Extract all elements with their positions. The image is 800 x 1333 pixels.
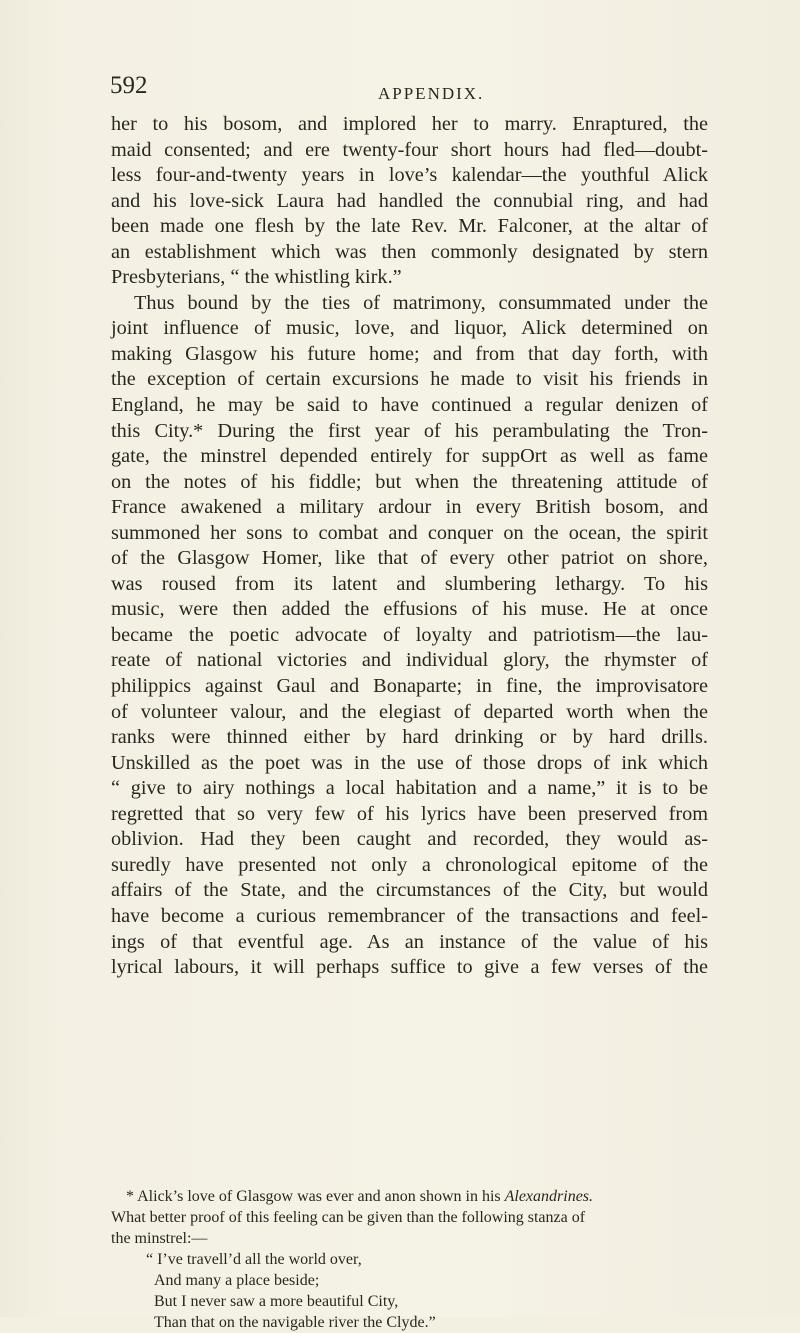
body-line: France awakened a military ardour in every British bosom, and <box>111 496 708 519</box>
body-line: gate, the minstrel depended entirely for suppOrt as well as fame <box>111 445 708 468</box>
body-line: reate of national victories and individual glory, the rhymster of <box>111 649 708 672</box>
body-line: have become a curious remembrancer of the transactions and feel- <box>111 904 708 927</box>
body-line: and his love-sick Laura had handled the connubial ring, and had <box>111 189 708 212</box>
body-line: of volunteer valour, and the elegiast of departed worth when the <box>111 700 708 723</box>
footnote-line: the minstrel:— <box>111 1230 208 1247</box>
body-line: on the notes of his fiddle; but when the threatening attitude of <box>111 470 708 493</box>
body-line: ings of that eventful age. As an instance of the value of his <box>111 930 708 953</box>
paragraph-start-line: Thus bound by the ties of matrimony, consummated under the <box>134 291 708 314</box>
body-line: philippics against Gaul and Bonaparte; in fine, the improvisatore <box>111 675 708 698</box>
body-line: summoned her sons to combat and conquer on the ocean, the spirit <box>111 521 708 544</box>
body-line: maid consented; and ere twenty-four short hours had fled—doubt- <box>111 138 708 161</box>
body-line: this City.* During the first year of his perambulating the Tron- <box>111 419 708 442</box>
body-line: of the Glasgow Homer, like that of every other patriot on shore, <box>111 547 708 570</box>
verse-line: And many a place beside; <box>154 1272 320 1289</box>
footnote-text: * Alick’s love of Glasgow was ever and anon shown in his <box>126 1188 505 1205</box>
footnote-line <box>111 1186 708 1207</box>
verse-line: But I never saw a more beautiful City, <box>154 1293 399 1310</box>
footnote-italic-title: Alexandrines. <box>504 1188 594 1205</box>
body-line: joint influence of music, love, and liquor, Alick determined on <box>111 317 708 340</box>
body-line: ranks were thinned either by hard drinking or by hard drills. <box>111 726 708 749</box>
body-line: Presbyterians, “ the whistling kirk.” <box>111 266 402 289</box>
body-line: “ give to airy nothings a local habitation and a name,” it is to be <box>111 777 708 800</box>
footnote-line: What better proof of this feeling can be given than the following stanza of <box>111 1209 586 1226</box>
verse-line: “ I’ve travell’d all the world over, <box>146 1251 362 1268</box>
verse-line: Than that on the navigable river the Clyde.” <box>154 1314 436 1331</box>
body-text <box>111 112 708 981</box>
body-line: been made one flesh by the late Rev. Mr. Falconer, at the altar of <box>111 215 708 238</box>
body-line: oblivion. Had they been caught and recorded, they would as- <box>111 828 708 851</box>
body-line: an establishment which was then commonly designated by stern <box>111 240 708 263</box>
page-number: 592 <box>110 72 148 99</box>
body-line: became the poetic advocate of loyalty and patriotism—the lau- <box>111 623 708 646</box>
body-line: music, were then added the effusions of his muse. He at once <box>111 598 708 621</box>
body-line: Unskilled as the poet was in the use of those drops of ink which <box>111 751 708 774</box>
body-line: was roused from its latent and slumbering lethargy. To his <box>111 572 708 595</box>
footnote <box>111 1186 708 1333</box>
body-line: England, he may be said to have continued a regular denizen of <box>111 394 708 417</box>
body-line: less four-and-twenty years in love’s kalendar—the youthful Alick <box>111 164 708 187</box>
body-line: making Glasgow his future home; and from that day forth, with <box>111 342 708 365</box>
running-head: APPENDIX. <box>378 84 485 103</box>
body-line: her to his bosom, and implored her to marry. Enraptured, the <box>111 113 708 135</box>
body-line: regretted that so very few of his lyrics have been preserved from <box>111 802 708 825</box>
body-line: affairs of the State, and the circumstances of the City, but would <box>111 879 708 902</box>
body-line: lyrical labours, it will perhaps suffice to give a few verses of the <box>111 956 708 979</box>
body-line: the exception of certain excursions he made to visit his friends in <box>111 368 708 391</box>
body-line: suredly have presented not only a chronological epitome of the <box>111 853 708 876</box>
